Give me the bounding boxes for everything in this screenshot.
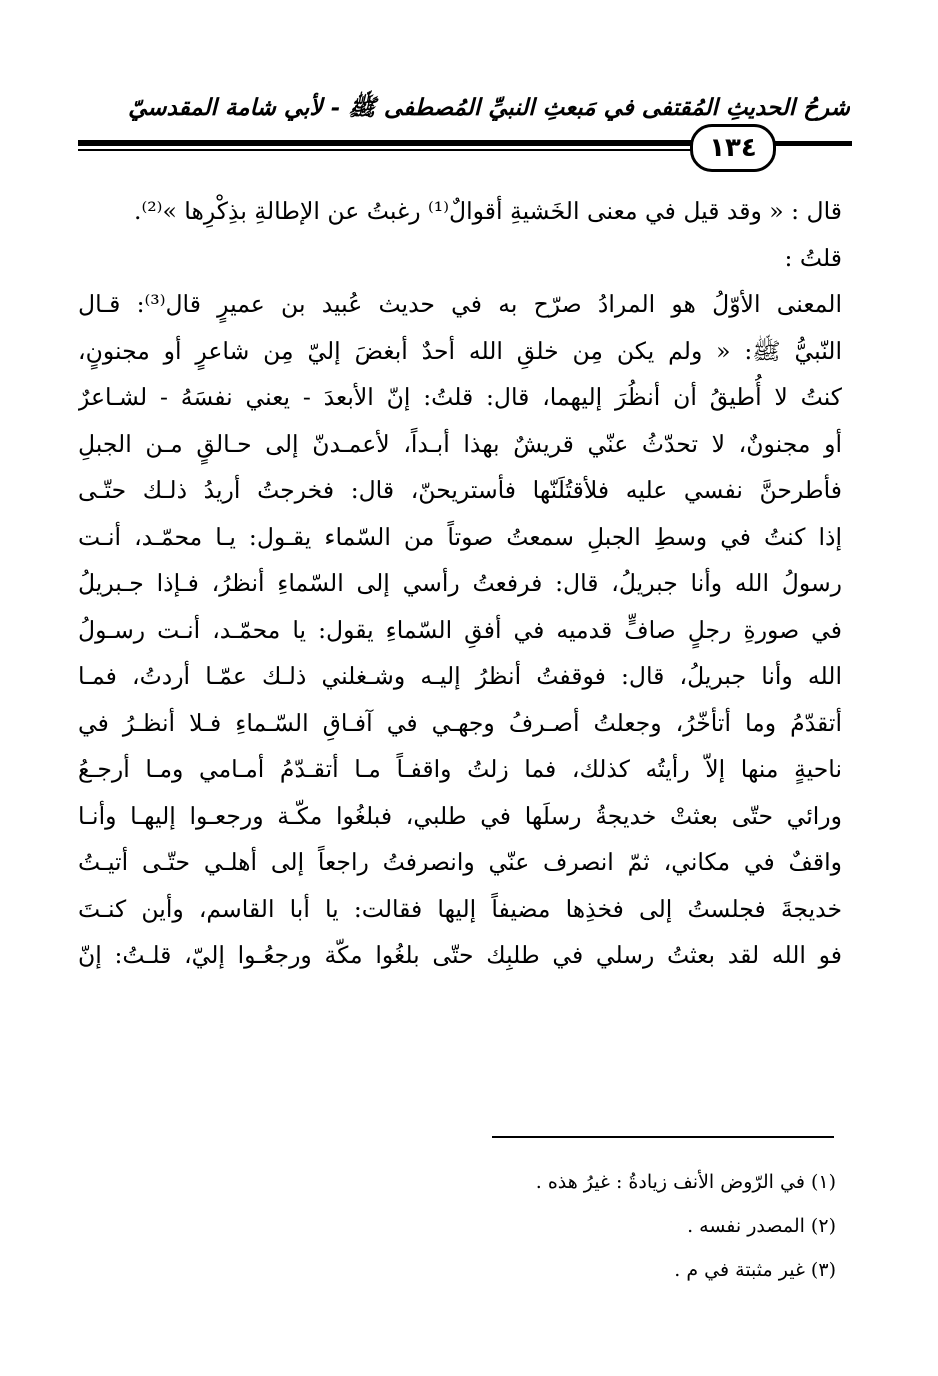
text-line: المعنى الأوّلُ هو المرادُ صرّح به في حديث عُبيد بن عميرٍ قال⁽³⁾: قـال	[78, 290, 842, 318]
footnote: (٢) المصدر نفسه .	[687, 1215, 836, 1237]
text-line: ناحيةٍ منها إلاّ رأيتُه كذلك، فما زلتُ واقفـاً مـا أتقـدّمُ أمـامي ومـا أرجـعُ	[78, 755, 842, 783]
footnote: (١) في الرّوض الأنف زيادةُ : غيرُ هذه .	[535, 1171, 836, 1193]
text-line: الله وأنا جبريلُ، قال: فوقفتُ أنظرُ إليـه وشـغلني ذلـك عمّـا أردتُ، فمـا	[78, 662, 842, 690]
main-text	[78, 188, 842, 979]
footnotes	[400, 1160, 836, 1292]
text-line: رسولُ الله وأنا جبريلُ، قال: فرفعتُ رأسي إلى السّماءِ أنظرُ، فـإذا جـبريلُ	[78, 569, 842, 597]
footnote: (٣) غير مثبتة في م .	[674, 1259, 836, 1281]
text-line: في صورةِ رجلٍ صافٍّ قدميه في أفقِ السّماءِ يقول: يا محمّـد، أنـت رسـولُ	[78, 615, 842, 644]
text-line: كنتُ لا أُطيقُ أن أنظُرَ إليهما، قال: قلتُ: إنّ الأبعدَ - يعني نفسَهُ - لشـاعرٌ	[78, 383, 842, 411]
text-line: النّبيُّ ﷺ: « ولم يكن مِن خلقِ الله أحدٌ أبغضَ إليّ مِن شاعرٍ أو مجنونٍ،	[78, 336, 842, 365]
footnote-separator	[492, 1136, 834, 1138]
text-line: فو الله لقد بعثتُ رسلي في طلبِك حتّى بلغُوا مكّة ورجعُـوا إليّ، قلـتُ: إنّ	[78, 941, 842, 969]
header-rule-thin	[78, 149, 698, 151]
text-line: إذا كنتُ في وسطِ الجبلِ سمعتُ صوتاً من السّماء يقـول: يـا محمّـد، أنـت	[78, 522, 842, 551]
header-rule-right	[770, 141, 852, 146]
text-line: أتقدّمُ وما أتأخّرُ، وجعلتُ أصـرفُ وجهـي في آفـاقِ السّـماءِ فـلا أنظـرُ في	[78, 708, 842, 737]
text-line: خديجةَ فجلستُ إلى فخذِها مضيفاً إليها فقالت: يا أبا القاسم، وأين كنـتَ	[78, 894, 842, 923]
text-line: واقفٌ في مكاني، ثمّ انصرف عنّي وانصرفتُ راجعاً إلى أهلـي حتّـى أتيـتُ	[78, 848, 842, 876]
page-number: ١٣٤	[690, 124, 776, 172]
running-header-title: شرحُ الحديثِ المُقتفى في مَبعثِ النبيِّ المُصطفى ﷺ - لأبي شامة المقدسيّ	[128, 94, 850, 121]
text-line: قلتُ :	[784, 243, 842, 272]
text-line: أو مجنونٌ، لا تحدّثُ عنّي قريشٌ بهذا أبـداً، لأعمـدنّ إلى حـالقٍ مـن الجبلِ	[78, 429, 842, 458]
text-line: فأطرحنَّ نفسي عليه فلأقتُلَنّها فأستريحنّ، قال: فخرجتُ أريدُ ذلـك حتّـى	[78, 476, 842, 504]
text-line: ورائي حتّى بعثتْ خديجةُ رسلَها في طلبي، فبلغُوا مكّـة ورجعـوا إليهـا وأنـا	[78, 801, 842, 830]
header-rule-thick	[78, 140, 698, 146]
text-line: قال : « وقد قيل في معنى الخَشيةِ أقوالٌ⁽¹⁾ رغبتُ عن الإطالةِ بذِكْرِها »⁽²⁾.	[134, 197, 842, 225]
